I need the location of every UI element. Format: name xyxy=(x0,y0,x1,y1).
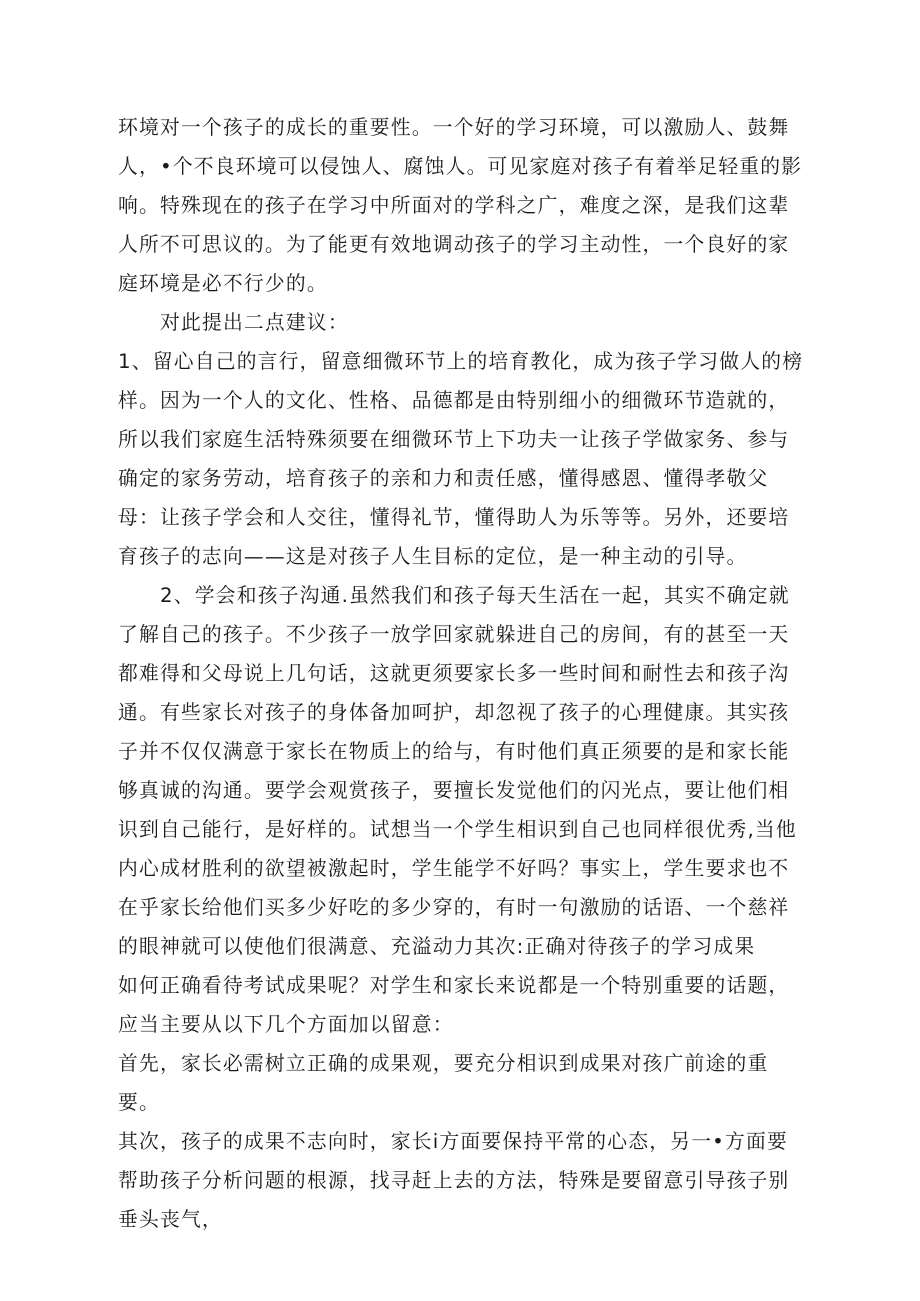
paragraph-first: 首先，家长必需树立正确的成果观，要充分相识到成果对孩广前途的重要。 xyxy=(118,1052,769,1114)
paragraph-suggestion-2: 2、学会和孩子沟通.虽然我们和孩子每天生活在一起，其实不确定就了解自己的孩子。不少孩子一放学回家就躲进自己的房间，有的甚至一天都难得和父母说上几句话，这就更须要家长多一些时间和耐性去和孩子沟通。有些家长对孩子的身体备加呵护，却忽视了孩子的心理健康。其实孩子并不仅仅满意于家长在物质上的给与，有时他们真正须要的是和家长能够真诚的沟通。要学会观赏孩子，要擅长发觉他们的闪光点，要让他们相识到自己能行，是好样的。试想当一个学生相识到自己也同样很优秀,当他内心成材胜利的欲望被激起时，学生能学不好吗？事实上，学生要求也不在乎家长给他们买多少好吃的多少穿的，有时一句激励的话语、一个慈祥的眼神就可以使他们很满意、充溢动力其次:正确对待孩子的学习成果 xyxy=(118,584,797,958)
paragraph-exam-results: 如何正确看待考试成果呢？对学生和家长来说都是一个特别重要的话题，应当主要从以下几个方面加以留意： xyxy=(118,974,790,1036)
paragraph-suggestion-1: 1、留心自己的言行，留意细微环节上的培育教化，成为孩子学习做人的榜样。因为一个人的文化、性格、品德都是由特别细小的细微环节造就的，所以我们家庭生活特殊须要在细微环节上下功夫一让孩子学做家务、参与确定的家务劳动，培育孩子的亲和力和责任感，懂得感恩、懂得孝敬父母：让孩子学会和人交往，懂得礼节，懂得助人为乐等等。另外，还要培育孩子的志向——这是对孩子人生目标的定位，是一种主动的引导。 xyxy=(118,350,804,568)
paragraph-suggestions-intro: 对此提出二点建议： xyxy=(160,311,349,334)
paragraph-second: 其次，孩子的成果不志向时，家长i方面要保持平常的心态，另一•方面要帮助孩子分析问题的根源，找寻赶上去的方法，特殊是要留意引导孩子别垂头丧气， xyxy=(118,1130,790,1231)
paragraph-environment: 环境对一个孩子的成长的重要性。一个好的学习环境，可以激励人、鼓舞人，•个不良环境可以侵蚀人、腐蚀人。可见家庭对孩子有着举足轻重的影响。特殊现在的孩子在学习中所面对的学科之广，难度之深，是我们这辈人所不可思议的。为了能更有效地调动孩子的学习主动性，一个良好的家庭环境是必不行少的。 xyxy=(118,116,803,295)
document-body xyxy=(118,108,808,1239)
